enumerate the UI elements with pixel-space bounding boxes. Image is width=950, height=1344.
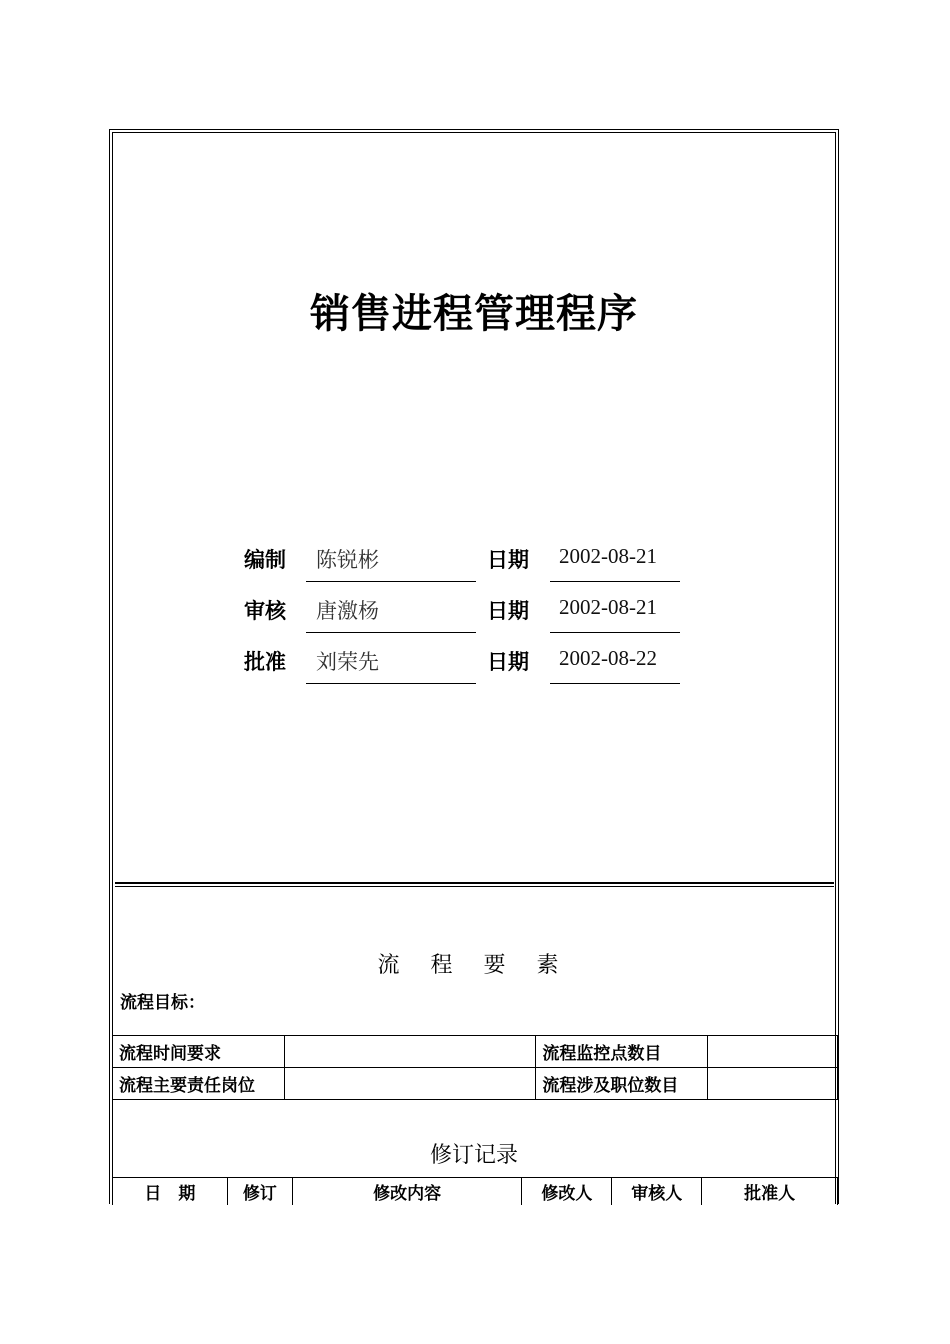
signoff-label-approved: 批准: [244, 650, 286, 674]
field-label: 流程监控点数目: [536, 1036, 708, 1068]
signoff-date-reviewed: 2002-08-21: [559, 595, 657, 619]
signoff-date-label: 日期: [487, 650, 529, 674]
signoff-date-prepared: 2002-08-21: [559, 544, 657, 568]
column-header-modifier: 修改人: [522, 1178, 612, 1206]
table-row: [113, 1068, 838, 1100]
process-elements-table: [112, 1035, 838, 1100]
signoff-date-approved: 2002-08-22: [559, 646, 657, 670]
column-header-reviewer: 审核人: [612, 1178, 702, 1206]
column-header-approver: 批准人: [702, 1178, 838, 1206]
signoff-label-reviewed: 审核: [244, 599, 286, 623]
field-label: 流程主要责任岗位: [113, 1068, 285, 1100]
section-divider: [115, 886, 834, 887]
underline: [550, 581, 680, 582]
revision-record-table: [112, 1177, 838, 1205]
underline: [306, 581, 476, 582]
section-divider: [115, 882, 834, 884]
field-value-cell[interactable]: [708, 1036, 838, 1068]
underline: [550, 683, 680, 684]
underline: [550, 632, 680, 633]
field-label: 流程涉及职位数目: [536, 1068, 708, 1100]
document-title: 销售进程管理程序: [310, 291, 638, 337]
process-elements-title: 流 程 要 素: [377, 953, 571, 978]
table-row: [113, 1036, 838, 1068]
signoff-name-approved: 刘荣先: [316, 650, 379, 674]
field-value-cell[interactable]: [284, 1068, 536, 1100]
process-goal-label: 流程目标：: [120, 993, 205, 1013]
underline: [306, 632, 476, 633]
field-label: 流程时间要求: [113, 1036, 285, 1068]
signoff-date-label: 日期: [487, 548, 529, 572]
column-header-date: 日 期: [113, 1178, 228, 1206]
signoff-label-prepared: 编制: [244, 548, 286, 572]
signoff-name-reviewed: 唐激杨: [316, 599, 379, 623]
column-header-revision: 修订: [227, 1178, 292, 1206]
underline: [306, 683, 476, 684]
signoff-name-prepared: 陈锐彬: [316, 548, 379, 572]
table-header-row: [113, 1178, 838, 1206]
field-value-cell[interactable]: [284, 1036, 536, 1068]
signoff-date-label: 日期: [487, 599, 529, 623]
field-value-cell[interactable]: [708, 1068, 838, 1100]
revision-record-title: 修订记录: [429, 1143, 518, 1168]
column-header-content: 修改内容: [292, 1178, 522, 1206]
